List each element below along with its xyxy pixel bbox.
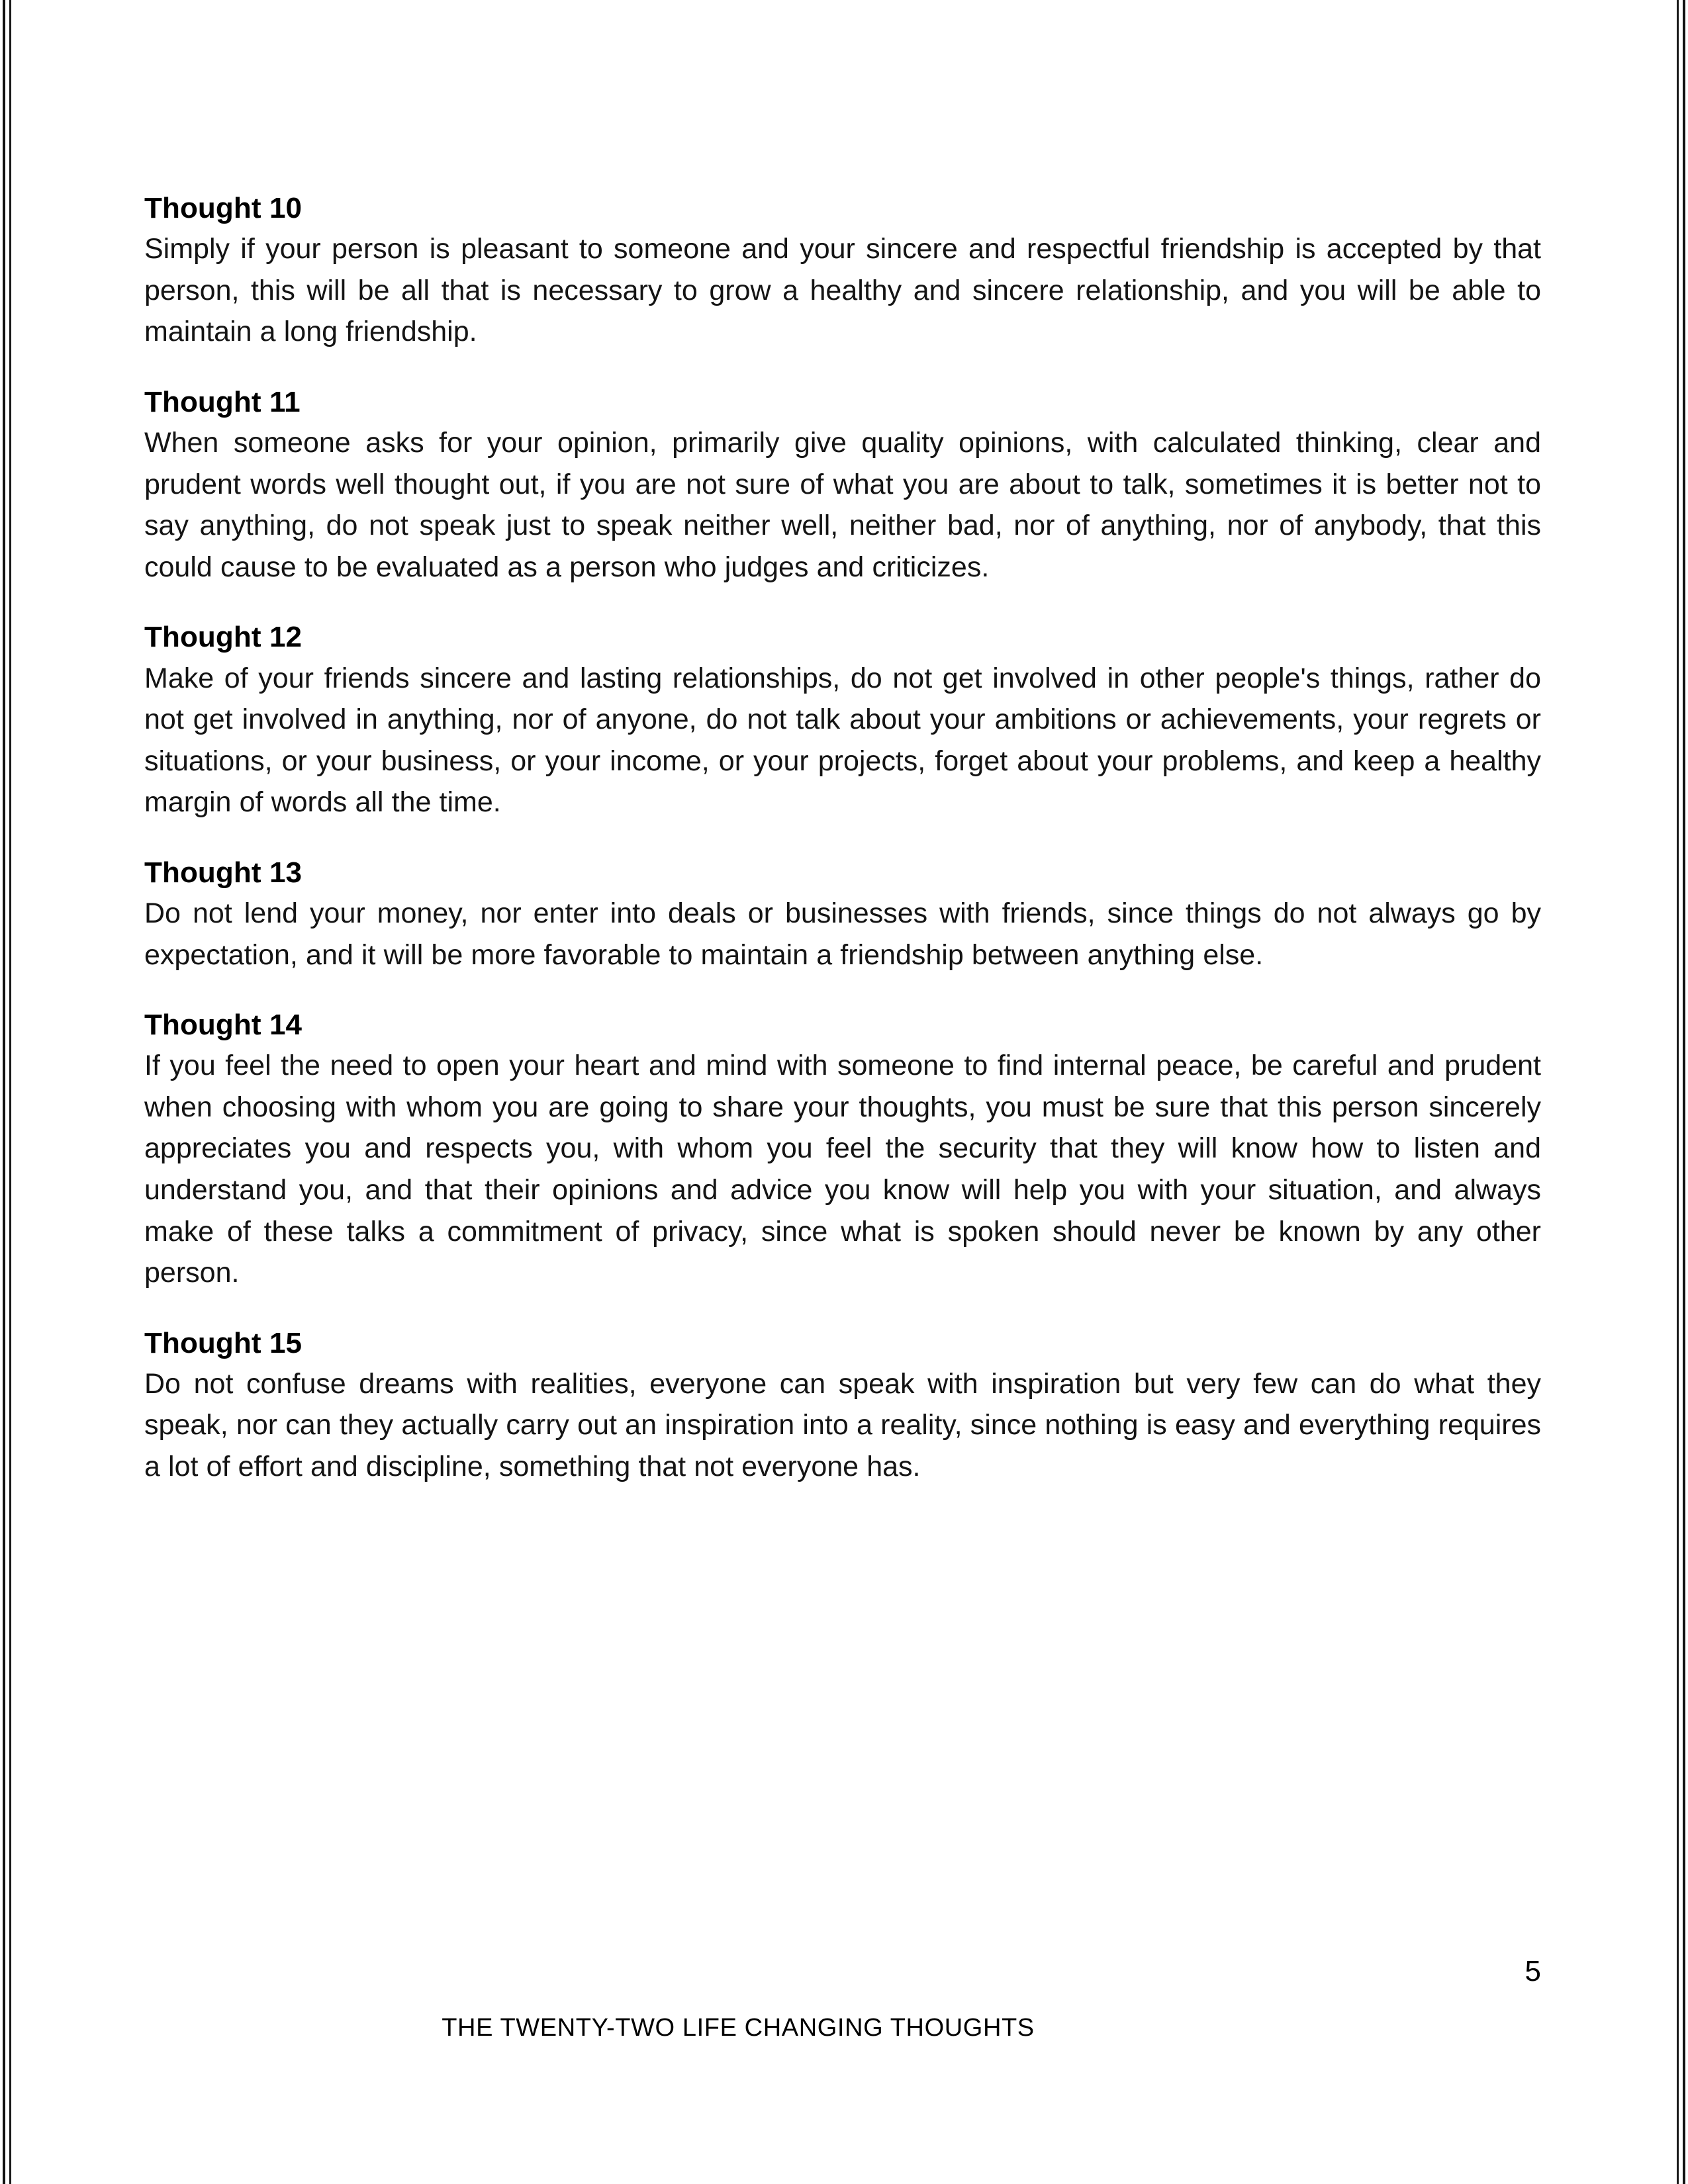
page-left-inner-rule [9,0,11,2184]
thought-block [144,854,1541,976]
thought-body: Make of your friends sincere and lasting relationships, do not get involved in other people's things, rather do not get involved in anything, nor of anyone, do not talk about your ambitions or achievements, your regrets or situations, or your business, or your income, or your projects, forget about your problems, and keep a healthy margin of words all the time. [144,662,1541,819]
page-left-edge-rule [3,0,5,2184]
thought-body: If you feel the need to open your heart and mind with someone to find internal peace, be careful and prudent when choosing with whom you are going to share your thoughts, you must be sure that this person sincerely appreciates you and respects you, with whom you feel the security that they will know how to listen and understand you, and that their opinions and advice you know will help you with your situation, and always make of these talks a commitment of privacy, since what is spoken should never be known by any other person. [144,1050,1541,1289]
page-right-edge-rule [1683,0,1685,2184]
thought-block [144,189,1541,353]
thought-body: Do not lend your money, nor enter into deals or businesses with friends, since things do not always go by expectation, and it will be more favorable to maintain a friendship between anything else. [144,897,1541,971]
page-number: 5 [1524,1955,1541,1987]
thought-block [144,618,1541,823]
thought-body: Simply if your person is pleasant to someone and your sincere and respectful friendship is accepted by that person, this will be all that is necessary to grow a healthy and sincere relationship, and you will be able to maintain a long friendship. [144,233,1541,348]
thought-heading: Thought 10 [144,192,303,224]
thought-body: Do not confuse dreams with realities, everyone can speak with inspiration but very few can do what they speak, nor can they actually carry out an inspiration into a reality, since nothing is easy and everything requires a lot of effort and discipline, something that not everyone has. [144,1367,1541,1482]
thought-heading: Thought 14 [144,1009,303,1042]
thought-heading: Thought 15 [144,1326,303,1359]
page-right-inner-rule [1677,0,1679,2184]
thought-body: When someone asks for your opinion, primarily give quality opinions, with calculated thinking, clear and prudent words well thought out, if you are not sure of what you are about to talk, sometimes it is better not to say anything, do not speak just to speak neither well, neither bad, nor of anything, nor of anybody, that this could cause to be evaluated as a person who judges and criticizes. [144,427,1541,583]
footer-title: THE TWENTY-TWO LIFE CHANGING THOUGHTS [442,2014,1035,2042]
thought-block [144,383,1541,588]
thought-heading: Thought 11 [144,385,301,418]
thought-heading: Thought 12 [144,621,303,654]
thought-heading: Thought 13 [144,856,303,889]
thought-block [144,1006,1541,1294]
thought-block [144,1324,1541,1488]
page-content [144,189,1541,1488]
